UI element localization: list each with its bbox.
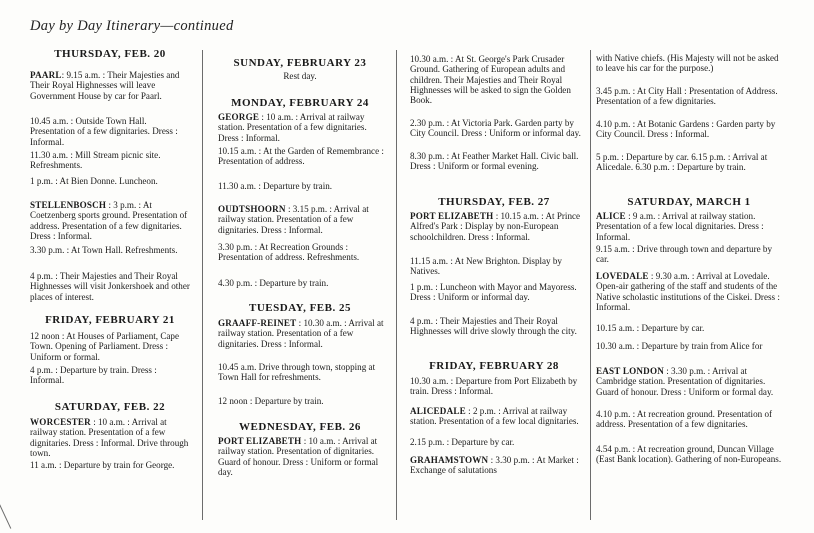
entry <box>596 271 782 312</box>
entry-text: : 10 a.m. : Arrival at railway station. Presentation of dignitaries. Guard of honour. Dress : Uniform or formal day. <box>218 436 379 477</box>
entry <box>596 323 782 333</box>
entry-text: 2.15 p.m. : Departure by car. <box>410 437 515 447</box>
entry <box>218 242 386 263</box>
entry <box>30 271 193 302</box>
day-heading: MONDAY, FEBRUARY 24 <box>231 97 369 109</box>
column-rule <box>202 50 203 520</box>
margin-mark <box>0 501 11 529</box>
entry <box>218 362 386 383</box>
entry-place: GEORGE <box>218 112 260 122</box>
day-heading: TUESDAY, FEB. 25 <box>249 302 351 314</box>
entry <box>410 118 582 139</box>
entry-place: STELLENBOSCH <box>30 200 107 210</box>
entry-place: WORCESTER <box>30 417 91 427</box>
entry-text: 4 p.m. : Departure by train. Dress : Informal. <box>30 365 157 386</box>
entry-text: 9.15 a.m. : Drive through town and departure by car. <box>596 244 773 265</box>
entry <box>30 460 193 470</box>
entry-text: 10.30 a.m. : Departure from Port Elizabeth by train. Dress : Informal. <box>410 376 578 397</box>
entry-text: 1 p.m. : At Bien Donne. Luncheon. <box>30 176 158 186</box>
entry-place: PAARL <box>30 70 62 80</box>
entry-text: 10.15 a.m. : Departure by car. <box>596 323 705 333</box>
entry-text: : 10.15 a.m. : At Prince Alfred's Park : Display by non-European schoolchildren. Dress : Informal. <box>410 211 581 242</box>
entry <box>218 204 386 235</box>
entry <box>596 366 782 397</box>
entry-text: : 2 p.m. : Arrival at railway station. Presentation of a few local dignitaries. <box>410 406 579 427</box>
entry <box>218 278 386 288</box>
entry-text: 5 p.m. : Departure by car. 6.15 p.m. : Arrival at Alicedale. 6.30 p.m. : Departure by train. <box>596 152 768 173</box>
entry <box>410 151 582 172</box>
entry-text: 8.30 p.m. : At Feather Market Hall. Civic ball. Dress : Uniform or formal evening. <box>410 151 579 172</box>
entry <box>30 417 193 458</box>
entry <box>30 116 193 147</box>
entry <box>410 406 582 427</box>
entry-text: : 10.30 a.m. : Arrival at railway station. Presentation of a few dignitaries. Dress : Informal. <box>218 318 384 349</box>
entry-place: OUDTSHOORN <box>218 204 286 214</box>
entry-text: 4 p.m. : Their Majesties and Their Royal Highnesses will visit Jonkershoek and other places of interest. <box>30 271 190 302</box>
entry <box>596 409 782 430</box>
entry <box>410 282 582 303</box>
entry-place: PORT ELIZABETH <box>218 436 302 446</box>
day-heading: SATURDAY, MARCH 1 <box>627 196 751 208</box>
entry <box>30 200 193 241</box>
entry <box>596 444 782 465</box>
entry-text: : 9.15 a.m. : Their Majesties and Their Royal Highnesses will leave Government House by car for Paarl. <box>30 70 180 101</box>
entry-text: : 9.30 a.m. : Arrival at Lovedale. Open-air gathering of the staff and students of the Native scholastic institutions of the Ciskei. Dress : Informal. <box>596 271 780 312</box>
entry-text: : 10 a.m. : Arrival at railway station. Presentation of a few dignitaries. Dress : Informal. <box>218 112 367 143</box>
entry <box>30 365 193 386</box>
entry-text: 10.45 a.m. Drive through town, stopping at Town Hall for refreshments. <box>218 362 376 383</box>
entry <box>30 176 193 186</box>
entry <box>218 146 386 167</box>
entry-text: : 3.30 p.m. : Arrival at Cambridge station. Presentation of dignitaries. Guard of honour. Dress : Uniform or formal day. <box>596 366 774 397</box>
entry-place: EAST LONDON <box>596 366 664 376</box>
entry-text: 10.15 a.m. : At the Garden of Remembrance : Presentation of address. <box>218 146 384 167</box>
entry <box>410 437 582 447</box>
entry-text: 3.45 p.m. : At City Hall : Presentation of Address. Presentation of a few dignitaries. <box>596 86 778 107</box>
entry-text: 3.30 p.m. : At Town Hall. Refreshments. <box>30 245 178 255</box>
entry <box>410 256 582 277</box>
entry-text: 3.30 p.m. : At Recreation Grounds : Presentation of address. Refreshments. <box>218 242 360 263</box>
entry-text: : 3.15 p.m. : Arrival at railway station. Presentation of a few dignitaries. Dress : Informal. <box>218 204 369 235</box>
entry-text: with Native chiefs. (His Majesty will not be asked to leave his car for the purpose.) <box>596 53 779 74</box>
entry-text: 12 noon : At Houses of Parliament, Cape Town. Opening of Parliament. Dress : Uniform or formal. <box>30 331 180 362</box>
entry-text: : 10 a.m. : Arrival at railway station. Presentation of a few dignitaries. Dress : Informal. Drive through town. <box>30 417 189 458</box>
entry <box>596 211 782 242</box>
entry <box>410 211 582 242</box>
entry-text: : 3 p.m. : At Coetzenberg sports ground. Presentation of address. Presentation of a few dignitaries. Dress : Informal. <box>30 200 188 241</box>
entry <box>410 54 582 105</box>
entry <box>30 331 193 362</box>
entry-text: 11 a.m. : Departure by train for George. <box>30 460 175 470</box>
day-heading: THURSDAY, FEB. 27 <box>438 196 550 208</box>
entry-place: GRAHAMSTOWN <box>410 455 489 465</box>
entry-text: 10.30 a.m. : At St. George's Park Crusader Ground. Gathering of European adults and children. Their Majesties and Their Royal Highnesses will be asked to sign the Golden Book. <box>410 54 571 106</box>
day-heading: FRIDAY, FEBRUARY 21 <box>45 314 175 326</box>
entry-place: PORT ELIZABETH <box>410 211 494 221</box>
entry-text: 4.30 p.m. : Departure by train. <box>218 278 329 288</box>
entry-text: 11.15 a.m. : At New Brighton. Display by Natives. <box>410 256 562 277</box>
day-heading: FRIDAY, FEBRUARY 28 <box>429 360 559 372</box>
entry <box>596 152 782 173</box>
entry-text: 10.30 a.m. : Departure by train from Alice for <box>596 341 763 351</box>
page-title: Day by Day Itinerary—continued <box>30 18 234 34</box>
day-heading: SATURDAY, FEB. 22 <box>54 401 166 413</box>
entry <box>218 436 386 477</box>
day-heading: SUNDAY, FEBRUARY 23 <box>233 57 367 69</box>
entry <box>596 119 782 140</box>
entry <box>410 376 582 397</box>
day-heading: WEDNESDAY, FEB. 26 <box>239 421 361 433</box>
entry <box>30 245 193 255</box>
entry-text: 4.10 p.m. : At Botanic Gardens : Garden party by City Council. Dress : Informal. <box>596 119 776 140</box>
entry <box>596 53 782 74</box>
entry <box>30 150 193 171</box>
entry-place: ALICEDALE <box>410 406 466 416</box>
entry <box>410 455 582 476</box>
entry-text: : 3.30 p.m. : At Market : Exchange of salutations <box>410 455 579 476</box>
entry-text: 11.30 a.m. : Mill Stream picnic site. Refreshments. <box>30 150 161 171</box>
day-subheading: Rest day. <box>283 71 317 81</box>
entry-text: 4.54 p.m. : At recreation ground, Duncan Village (East Bank location). Gathering of non-Europeans. <box>596 444 782 465</box>
entry-place: LOVEDALE <box>596 271 649 281</box>
entry-text: 2.30 p.m. : At Victoria Park. Garden party by City Council. Dress : Uniform or informal day. <box>410 118 581 139</box>
entry <box>410 316 582 337</box>
entry-text: 4 p.m. : Their Majesties and Their Royal Highnesses will drive slowly through the city. <box>410 316 577 337</box>
entry-text: 10.45 a.m. : Outside Town Hall. Presentation of a few dignitaries. Dress : Informal. <box>30 116 178 147</box>
entry-text: 1 p.m. : Luncheon with Mayor and Mayoress. Dress : Uniform or informal day. <box>410 282 577 303</box>
entry <box>218 396 386 406</box>
entry-place: GRAAFF-REINET <box>218 318 297 328</box>
entry-place: ALICE <box>596 211 626 221</box>
entry <box>596 341 782 351</box>
column-rule <box>396 50 397 520</box>
entry-text: 12 noon : Departure by train. <box>218 396 324 406</box>
entry <box>596 86 782 107</box>
entry <box>596 244 782 265</box>
entry-text: : 9 a.m. : Arrival at railway station. Presentation of a few local dignitaries. Dress : Informal. <box>596 211 764 242</box>
day-heading: THURSDAY, FEB. 20 <box>54 48 166 60</box>
entry <box>218 318 386 349</box>
column-rule <box>590 50 591 520</box>
entry <box>218 112 386 143</box>
entry-text: 11.30 a.m. : Departure by train. <box>218 181 333 191</box>
entry <box>218 181 386 191</box>
entry-text: 4.10 p.m. : At recreation ground. Presentation of address. Presentation of a few dignitaries. <box>596 409 773 430</box>
entry <box>30 70 193 101</box>
